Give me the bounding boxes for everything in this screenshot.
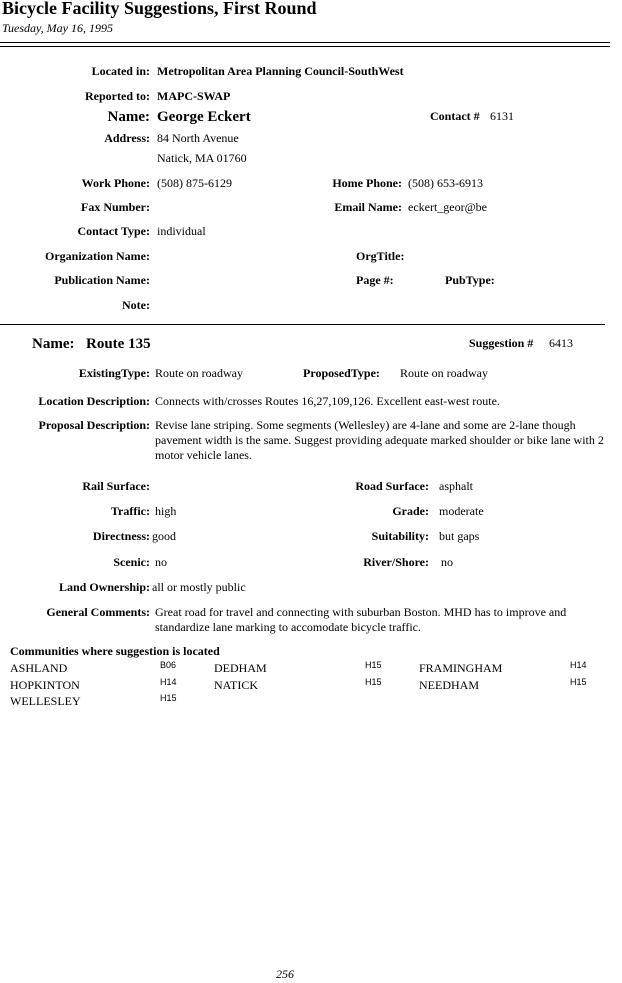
suitability-label: Suitability: <box>371 529 429 543</box>
section-divider <box>0 324 605 325</box>
traffic-value: high <box>155 504 177 518</box>
community-code: H14 <box>160 677 177 687</box>
work-phone: (508) 875-6129 <box>157 176 232 190</box>
suggestion-number: 6413 <box>549 336 573 350</box>
contact-name: George Eckert <box>157 109 251 125</box>
community-name: FRAMINGHAM <box>419 661 503 675</box>
note-label: Note: <box>122 298 150 312</box>
located-in-value: Metropolitan Area Planning Council-SouthWest <box>157 64 404 78</box>
pub-name-label: Publication Name: <box>54 273 150 287</box>
road-surface: asphalt <box>439 479 473 493</box>
community-code: H15 <box>160 693 177 703</box>
home-phone: (508) 653-6913 <box>408 176 483 190</box>
location-label: Location Description: <box>38 394 150 408</box>
page-number: 256 <box>276 967 294 981</box>
suggestion-name-label: Name: <box>32 336 75 352</box>
fax-label: Fax Number: <box>81 200 150 214</box>
pub-type-label: PubType: <box>445 273 495 287</box>
grade-label: Grade: <box>392 504 429 518</box>
address-line1: 84 North Avenue <box>157 131 239 145</box>
land-ownership-label: Land Ownership: <box>58 580 150 594</box>
contact-name-label: Name: <box>107 109 150 125</box>
comments-label: General Comments: <box>46 605 150 619</box>
proposal-label: Proposal Description: <box>38 418 150 432</box>
contact-type: individual <box>157 224 206 238</box>
report-date: Tuesday, May 16, 1995 <box>2 21 113 35</box>
grade-value: moderate <box>439 504 484 518</box>
reported-to-value: MAPC-SWAP <box>157 89 231 103</box>
community-name: WELLESLEY <box>10 694 81 708</box>
proposed-type: Route on roadway <box>400 366 488 380</box>
header-rule-top <box>0 42 610 43</box>
community-code: H15 <box>570 677 587 687</box>
existing-type: Route on roadway <box>155 366 243 380</box>
community-code: H15 <box>365 677 382 687</box>
suggestion-number-label: Suggestion # <box>469 336 534 350</box>
org-title-label: OrgTitle: <box>356 249 405 263</box>
suggestion-name: Route 135 <box>86 336 151 352</box>
community-name: HOPKINTON <box>10 678 80 692</box>
work-phone-label: Work Phone: <box>81 176 150 190</box>
location-description: Connects with/crosses Routes 16,27,109,126. Excellent east-west route. <box>155 394 500 408</box>
community-name: NATICK <box>214 678 258 692</box>
page-label: Page #: <box>356 273 394 287</box>
contact-type-label: Contact Type: <box>77 224 150 238</box>
proposal-description: Revise lane striping. Some segments (Wellesley) are 4-lane and some are 2-lane though pavement width is the same. Suggest providing adequate marked shoulder or bike lane with 2 motor vehicle lanes. <box>155 418 604 462</box>
directness-label: Directness: <box>92 529 150 543</box>
directness-value: good <box>152 529 176 543</box>
scenic-label: Scenic: <box>113 555 150 569</box>
org-name-label: Organization Name: <box>45 249 150 263</box>
community-name: NEEDHAM <box>419 678 479 692</box>
scenic-value: no <box>155 555 167 569</box>
proposed-type-label: ProposedType: <box>303 366 380 380</box>
general-comments: Great road for travel and connecting with suburban Boston. MHD has to improve and standardize lane marking to accomodate bicycle traffic. <box>155 605 567 634</box>
rivershore-value: no <box>441 555 453 569</box>
rivershore-label: River/Shore: <box>363 555 429 569</box>
email-value: eckert_geor@be <box>408 200 488 214</box>
community-name: DEDHAM <box>214 661 267 675</box>
existing-type-label: ExistingType: <box>78 366 150 380</box>
address-label: Address: <box>104 131 150 145</box>
community-code: B06 <box>160 660 177 670</box>
home-phone-label: Home Phone: <box>332 176 402 190</box>
located-in-label: Located in: <box>91 64 150 78</box>
header-rule-bottom <box>0 46 610 47</box>
traffic-label: Traffic: <box>110 504 150 518</box>
community-code: H14 <box>570 660 587 670</box>
email-label: Email Name: <box>334 200 402 214</box>
contact-number: 6131 <box>490 109 514 123</box>
communities-heading: Communities where suggestion is located <box>10 644 220 658</box>
community-code: H15 <box>365 660 382 670</box>
report-title: Bicycle Facility Suggestions, First Round <box>2 0 317 18</box>
address-line2: Natick, MA 01760 <box>157 151 247 165</box>
contact-number-label: Contact # <box>430 109 480 123</box>
reported-to-label: Reported to: <box>85 89 150 103</box>
rail-surface-label: Rail Surface: <box>82 479 150 493</box>
community-name: ASHLAND <box>10 661 68 675</box>
suitability-value: but gaps <box>439 529 480 543</box>
land-ownership-value: all or mostly public <box>152 580 246 594</box>
road-surface-label: Road Surface: <box>355 479 429 493</box>
